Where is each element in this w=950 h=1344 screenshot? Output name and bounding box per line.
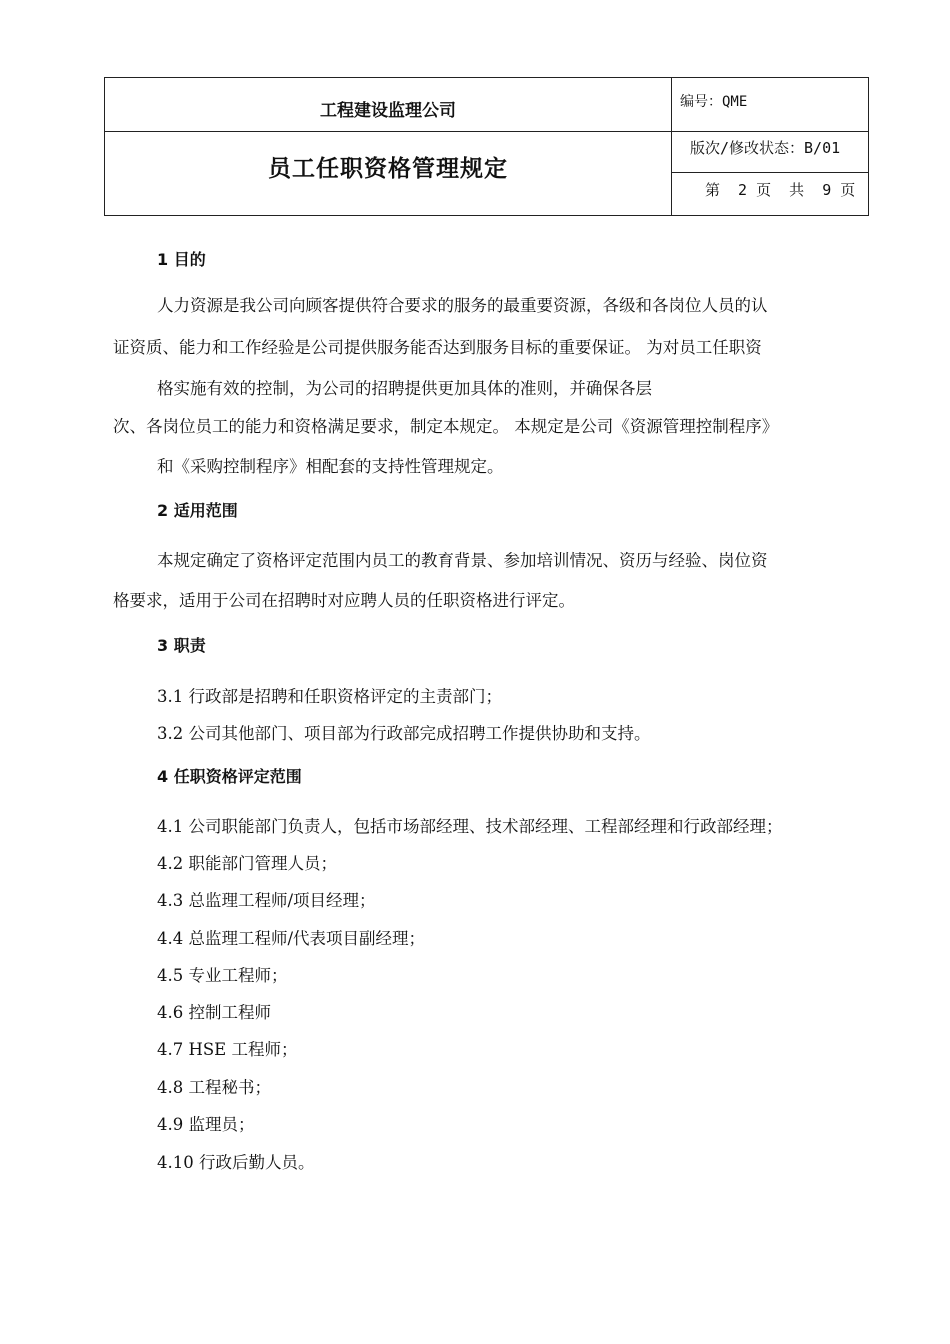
paragraph-line: 次、各岗位员工的能力和资格满足要求，制定本规定。 本规定是公司《资源管理控制程序》 — [113, 417, 779, 436]
list-item: 4.5 专业工程师； — [157, 966, 288, 985]
section-heading-evaluation-scope: 4 任职资格评定范围 — [157, 767, 302, 786]
paragraph-line: 和《采购控制程序》相配套的支持性管理规定。 — [157, 457, 504, 476]
company-name: 工程建设监理公司 — [320, 101, 456, 121]
document-header-table — [104, 77, 869, 216]
paragraph-line: 人力资源是我公司向顾客提供符合要求的服务的最重要资源，各级和各岗位人员的认 — [157, 296, 768, 315]
header-divider-right-2 — [671, 172, 868, 173]
paragraph-line: 格要求，适用于公司在招聘时对应聘人员的任职资格进行评定。 — [113, 591, 575, 610]
list-item: 4.3 总监理工程师/项目经理； — [157, 891, 376, 910]
list-item: 4.7 HSE 工程师； — [157, 1040, 298, 1059]
page-info: 第 2 页 共 9 页 — [705, 181, 856, 199]
document-version: 版次/修改状态：B/01 — [690, 139, 841, 157]
list-item: 3.1 行政部是招聘和任职资格评定的主责部门； — [157, 687, 502, 706]
list-item: 4.4 总监理工程师/代表项目副经理； — [157, 929, 426, 948]
list-item: 4.8 工程秘书； — [157, 1078, 271, 1097]
list-item: 4.6 控制工程师 — [157, 1003, 271, 1022]
document-title: 员工任职资格管理规定 — [268, 156, 508, 182]
header-divider-right-1 — [671, 131, 868, 132]
list-item: 4.9 监理员； — [157, 1115, 255, 1134]
list-item: 4.10 行政后勤人员。 — [157, 1153, 315, 1172]
list-item: 4.1 公司职能部门负责人，包括市场部经理、技术部经理、工程部经理和行政部经理； — [157, 817, 783, 836]
list-item: 3.2 公司其他部门、项目部为行政部完成招聘工作提供协助和支持。 — [157, 724, 651, 743]
paragraph-line: 本规定确定了资格评定范围内员工的教育背景、参加培训情况、资历与经验、岗位资 — [157, 551, 768, 570]
paragraph-line: 格实施有效的控制，为公司的招聘提供更加具体的准则，并确保各层 — [157, 379, 652, 398]
section-heading-purpose: 1 目的 — [157, 250, 206, 269]
list-item: 4.2 职能部门管理人员； — [157, 854, 337, 873]
section-heading-responsibilities: 3 职责 — [157, 636, 206, 655]
section-heading-scope: 2 适用范围 — [157, 501, 238, 520]
header-divider-vertical — [671, 78, 672, 215]
document-code: 编号：QME — [680, 94, 748, 110]
header-divider-left — [105, 131, 671, 132]
paragraph-line: 证资质、能力和工作经验是公司提供服务能否达到服务目标的重要保证。 为对员工任职资 — [113, 338, 762, 357]
